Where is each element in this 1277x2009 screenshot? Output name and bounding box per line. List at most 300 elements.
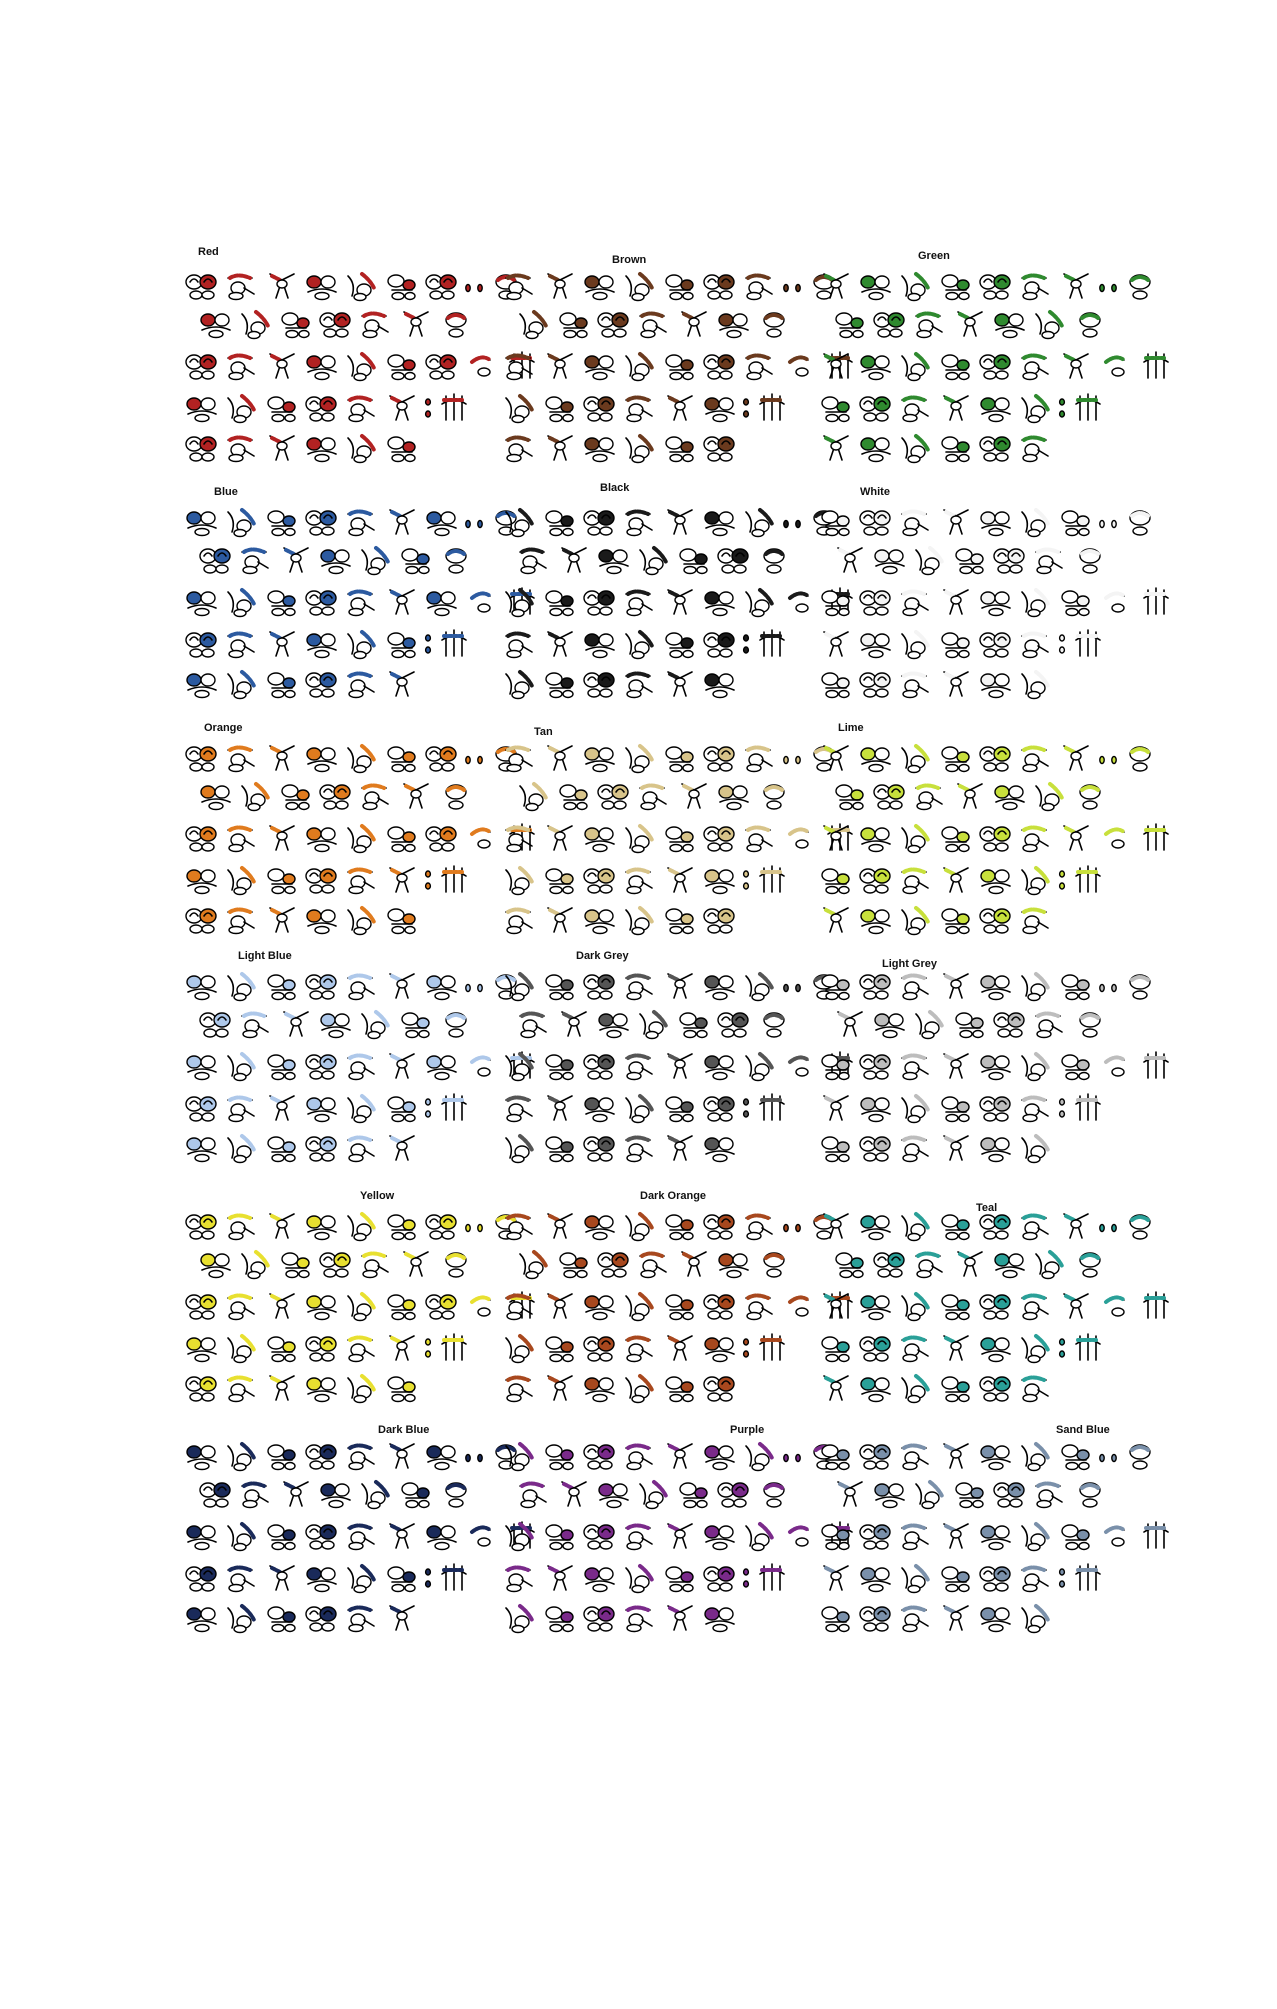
sprite-fig <box>620 666 660 700</box>
sprite-fig <box>910 1246 950 1280</box>
sprite-fig <box>302 820 342 854</box>
block-label: Teal <box>976 1202 998 1214</box>
sprite-fig <box>700 968 740 1002</box>
sprite-fig <box>950 1006 990 1040</box>
sprite-fig <box>990 542 1030 576</box>
sprite-fig <box>950 306 990 340</box>
sprite-fig <box>514 1476 554 1510</box>
sprite-fig <box>976 1370 1016 1404</box>
sprite-fig <box>896 504 936 538</box>
sprite-fig <box>674 1476 714 1510</box>
sprite-fig <box>936 348 976 382</box>
sprite-fig <box>620 1090 660 1124</box>
sprite-fig <box>700 268 740 302</box>
sprite-fig <box>936 968 976 1002</box>
sprite-fig <box>896 1090 936 1124</box>
sprite-fig <box>422 1208 462 1242</box>
sprite-fig <box>276 778 316 812</box>
sprite-fig <box>262 1288 302 1322</box>
sprite-fig <box>660 268 700 302</box>
sprite-fig <box>262 1370 302 1404</box>
sprite-fig <box>1016 968 1056 1002</box>
sprite-fig <box>342 1370 382 1404</box>
sprite-fig <box>396 1006 436 1040</box>
color-block-white <box>816 486 1136 722</box>
sprite-fig <box>936 584 976 618</box>
sprite-fig <box>302 584 342 618</box>
sprite-fig <box>396 1246 436 1280</box>
sprite-fig <box>714 1006 754 1040</box>
sprite-fig <box>700 1288 740 1322</box>
sprite-fig <box>262 968 302 1002</box>
sprite-fig <box>302 504 342 538</box>
sprite-fig <box>1016 820 1056 854</box>
sprite-fig <box>936 1370 976 1404</box>
sprite-fig <box>660 1560 700 1594</box>
sprite-fig <box>740 968 780 1002</box>
sprite-fig <box>620 1518 660 1552</box>
sprite-row <box>816 584 1176 618</box>
sprite-fig <box>830 1246 870 1280</box>
sprite-dot <box>474 968 486 1002</box>
sprite-dot <box>792 504 804 538</box>
sprite-fig <box>1016 1130 1056 1164</box>
sprite-row <box>500 740 844 774</box>
sprite-legs <box>752 626 792 660</box>
sprite-fig <box>500 1208 540 1242</box>
sprite-fig <box>700 626 740 660</box>
sprite-fig <box>896 584 936 618</box>
sprite-fig <box>660 1090 700 1124</box>
sprite-fig <box>182 1518 222 1552</box>
sprite-fig <box>856 1438 896 1472</box>
sprite-fig <box>660 348 700 382</box>
sprite-fig <box>976 430 1016 464</box>
sprite-legs <box>1068 862 1108 896</box>
sprite-fig <box>620 1330 660 1364</box>
sprite-dot <box>474 504 486 538</box>
sprite-fig <box>540 820 580 854</box>
sprite-hook <box>1096 348 1136 382</box>
sprite-row <box>500 820 860 854</box>
sprite-fig <box>700 390 740 424</box>
sprite-row <box>816 1370 1056 1404</box>
sprite-row <box>182 740 526 774</box>
sprite-fig <box>182 740 222 774</box>
sprite-fig <box>222 430 262 464</box>
sprite-hook <box>462 820 502 854</box>
sprite-fig <box>816 1518 856 1552</box>
sprite-head <box>754 1476 794 1510</box>
sprite-fig <box>856 504 896 538</box>
sprite-head <box>436 1006 476 1040</box>
sprite-fig <box>990 1476 1030 1510</box>
sprite-fig <box>302 430 342 464</box>
sprite-fig <box>342 1560 382 1594</box>
sprite-fig <box>950 778 990 812</box>
sprite-fig <box>660 740 700 774</box>
sprite-fig <box>356 306 396 340</box>
sprite-row <box>182 1090 474 1124</box>
sprite-fig <box>182 1330 222 1364</box>
sprite-fig <box>302 1370 342 1404</box>
sprite-fig <box>356 1476 396 1510</box>
sprite-colon <box>1056 862 1068 896</box>
sprite-fig <box>342 1288 382 1322</box>
sprite-fig <box>580 1208 620 1242</box>
sprite-colon <box>1056 1090 1068 1124</box>
sprite-fig <box>422 1048 462 1082</box>
sprite-fig <box>816 968 856 1002</box>
sprite-colon <box>422 626 434 660</box>
sprite-row <box>500 1518 860 1552</box>
sprite-fig <box>342 1208 382 1242</box>
sprite-head <box>1120 504 1160 538</box>
sprite-fig <box>540 862 580 896</box>
sprite-fig <box>816 1090 856 1124</box>
sprite-row <box>182 1048 542 1082</box>
sprite-fig <box>816 1048 856 1082</box>
sprite-head <box>1070 306 1110 340</box>
sprite-fig <box>182 1208 222 1242</box>
sprite-fig <box>580 1560 620 1594</box>
sprite-fig <box>182 430 222 464</box>
sprite-fig <box>856 1090 896 1124</box>
sprite-fig <box>222 862 262 896</box>
sprite-fig <box>620 430 660 464</box>
sprite-fig <box>936 268 976 302</box>
sprite-row <box>500 1208 844 1242</box>
sprite-dot <box>1096 1208 1108 1242</box>
sprite-fig <box>856 862 896 896</box>
sprite-fig <box>500 968 540 1002</box>
sprite-fig <box>660 1130 700 1164</box>
sprite-fig <box>540 504 580 538</box>
sprite-fig <box>396 778 436 812</box>
sprite-fig <box>660 820 700 854</box>
sprite-fig <box>700 740 740 774</box>
sprite-hook <box>1096 1048 1136 1082</box>
block-label: Purple <box>730 1424 765 1436</box>
sprite-fig <box>740 820 780 854</box>
sprite-fig <box>856 1600 896 1634</box>
sprite-row <box>500 1130 740 1164</box>
sprite-row <box>816 820 1176 854</box>
sprite-fig <box>342 1130 382 1164</box>
sprite-row <box>196 306 476 340</box>
sprite-fig <box>382 902 422 936</box>
sprite-colon <box>1056 1560 1068 1594</box>
sprite-fig <box>936 1560 976 1594</box>
sprite-fig <box>222 1048 262 1082</box>
sprite-fig <box>382 1048 422 1082</box>
sprite-fig <box>580 268 620 302</box>
sprite-fig <box>830 1006 870 1040</box>
sprite-fig <box>856 666 896 700</box>
block-label: Sand Blue <box>1056 1424 1110 1436</box>
color-block-red <box>182 246 502 486</box>
color-block-green <box>816 250 1136 486</box>
sprite-fig <box>896 968 936 1002</box>
sprite-row <box>816 1330 1108 1364</box>
sprite-fig <box>236 1476 276 1510</box>
sprite-fig <box>182 584 222 618</box>
color-block-orange <box>182 722 502 958</box>
sprite-fig <box>620 740 660 774</box>
sprite-row <box>182 390 474 424</box>
sprite-row <box>500 1438 844 1472</box>
sprite-fig <box>302 1130 342 1164</box>
sprite-fig <box>500 1330 540 1364</box>
sprite-fig <box>222 1208 262 1242</box>
sprite-fig <box>356 1246 396 1280</box>
block-label: White <box>860 486 890 498</box>
sprite-fig <box>856 430 896 464</box>
sprite-fig <box>634 306 674 340</box>
sprite-fig <box>976 1090 1016 1124</box>
sprite-fig <box>182 1090 222 1124</box>
sprite-dot <box>792 968 804 1002</box>
sprite-fig <box>500 1288 540 1322</box>
sprite-legs <box>1136 584 1176 618</box>
sprite-fig <box>500 504 540 538</box>
sprite-row <box>816 626 1108 660</box>
sprite-legs <box>752 1560 792 1594</box>
sprite-fig <box>422 1518 462 1552</box>
sprite-fig <box>740 1438 780 1472</box>
sprite-fig <box>856 902 896 936</box>
sprite-fig <box>262 1090 302 1124</box>
sprite-fig <box>936 1600 976 1634</box>
sprite-dot <box>1096 740 1108 774</box>
sprite-fig <box>660 626 700 660</box>
sprite-fig <box>302 1090 342 1124</box>
sprite-fig <box>620 1208 660 1242</box>
sprite-row <box>816 666 1056 700</box>
sprite-row <box>196 1246 476 1280</box>
sprite-fig <box>976 1288 1016 1322</box>
sprite-row <box>830 1006 1110 1040</box>
sprite-fig <box>1016 666 1056 700</box>
color-block-sand-blue <box>816 1420 1136 1656</box>
sprite-head <box>1120 268 1160 302</box>
sprite-row <box>182 968 526 1002</box>
sprite-fig <box>660 1330 700 1364</box>
sprite-legs <box>752 862 792 896</box>
sprite-fig <box>660 968 700 1002</box>
sprite-fig <box>990 306 1030 340</box>
sprite-row <box>182 1438 526 1472</box>
sprite-fig <box>262 504 302 538</box>
sprite-fig <box>1016 1518 1056 1552</box>
sprite-legs <box>1068 1330 1108 1364</box>
sprite-fig <box>422 348 462 382</box>
sprite-legs <box>752 1090 792 1124</box>
sprite-fig <box>500 1370 540 1404</box>
sprite-colon <box>422 1560 434 1594</box>
sprite-fig <box>1056 1208 1096 1242</box>
sprite-row <box>182 626 474 660</box>
sprite-fig <box>182 1600 222 1634</box>
sprite-fig <box>856 1048 896 1082</box>
sprite-fig <box>540 1048 580 1082</box>
sprite-row <box>182 1130 422 1164</box>
sprite-fig <box>302 626 342 660</box>
sprite-fig <box>182 820 222 854</box>
sprite-head <box>436 778 476 812</box>
sprite-fig <box>1030 1476 1070 1510</box>
sprite-fig <box>262 740 302 774</box>
sprite-fig <box>910 1006 950 1040</box>
sprite-fig <box>1016 584 1056 618</box>
sprite-fig <box>700 1560 740 1594</box>
sprite-fig <box>1016 902 1056 936</box>
sprite-fig <box>182 862 222 896</box>
sprite-fig <box>580 348 620 382</box>
sprite-fig <box>856 820 896 854</box>
sprite-fig <box>856 740 896 774</box>
sprite-fig <box>620 1560 660 1594</box>
sprite-dot <box>1108 968 1120 1002</box>
sprite-row <box>500 430 740 464</box>
sprite-head <box>1120 968 1160 1002</box>
sprite-fig <box>660 1048 700 1082</box>
sprite-legs <box>752 1330 792 1364</box>
sprite-fig <box>950 542 990 576</box>
sprite-fig <box>856 1330 896 1364</box>
sprite-fig <box>936 430 976 464</box>
sprite-fig <box>514 778 554 812</box>
sprite-fig <box>1056 968 1096 1002</box>
sprite-fig <box>580 968 620 1002</box>
sprite-fig <box>222 1518 262 1552</box>
sprite-row <box>816 862 1108 896</box>
sprite-colon <box>740 1090 752 1124</box>
sprite-fig <box>182 666 222 700</box>
sprite-row <box>514 542 794 576</box>
sprite-fig <box>816 390 856 424</box>
sprite-fig <box>976 626 1016 660</box>
sprite-fig <box>222 1370 262 1404</box>
color-block-blue <box>182 486 502 722</box>
sprite-row <box>500 1330 792 1364</box>
sprite-fig <box>620 968 660 1002</box>
sprite-fig <box>816 1288 856 1322</box>
sprite-fig <box>714 1246 754 1280</box>
sprite-fig <box>620 504 660 538</box>
sprite-fig <box>302 1438 342 1472</box>
sprite-colon <box>1056 1330 1068 1364</box>
sprite-fig <box>634 1246 674 1280</box>
sprite-row <box>500 968 844 1002</box>
sprite-fig <box>830 542 870 576</box>
sprite-fig <box>700 1600 740 1634</box>
sprite-row <box>816 430 1056 464</box>
sprite-fig <box>634 778 674 812</box>
sprite-fig <box>540 1330 580 1364</box>
sprite-fig <box>674 1006 714 1040</box>
sprite-dot <box>1108 268 1120 302</box>
sprite-fig <box>540 968 580 1002</box>
sprite-colon <box>740 862 752 896</box>
sprite-fig <box>500 1560 540 1594</box>
sprite-fig <box>896 348 936 382</box>
sprite-dot <box>1096 268 1108 302</box>
sprite-fig <box>714 1476 754 1510</box>
sprite-fig <box>222 1600 262 1634</box>
sprite-row <box>830 306 1110 340</box>
sprite-fig <box>302 666 342 700</box>
sprite-fig <box>660 584 700 618</box>
sprite-head <box>1070 1006 1110 1040</box>
sprite-fig <box>896 666 936 700</box>
sprite-fig <box>634 1006 674 1040</box>
sprite-legs <box>434 1560 474 1594</box>
sprite-fig <box>580 1090 620 1124</box>
sprite-row <box>182 1518 542 1552</box>
sprite-fig <box>700 1370 740 1404</box>
sprite-hook <box>462 1048 502 1082</box>
sprite-fig <box>620 1438 660 1472</box>
sprite-fig <box>222 584 262 618</box>
sprite-fig <box>382 1370 422 1404</box>
sprite-fig <box>1030 778 1070 812</box>
sprite-fig <box>856 348 896 382</box>
sprite-fig <box>262 1560 302 1594</box>
sprite-fig <box>422 968 462 1002</box>
sprite-fig <box>660 504 700 538</box>
sprite-row <box>182 268 526 302</box>
sprite-fig <box>1056 1518 1096 1552</box>
sprite-fig <box>196 1246 236 1280</box>
sprite-fig <box>236 306 276 340</box>
sprite-fig <box>422 504 462 538</box>
sprite-fig <box>976 348 1016 382</box>
sprite-fig <box>816 740 856 774</box>
sprite-legs <box>1136 820 1176 854</box>
block-label: Dark Grey <box>576 950 629 962</box>
sprite-fig <box>580 504 620 538</box>
sprite-fig <box>276 1246 316 1280</box>
sprite-fig <box>856 1518 896 1552</box>
sprite-row <box>500 666 740 700</box>
sprite-fig <box>700 1208 740 1242</box>
sprite-fig <box>870 1246 910 1280</box>
sprite-fig <box>222 968 262 1002</box>
sprite-fig <box>830 1476 870 1510</box>
sprite-fig <box>222 820 262 854</box>
sprite-head <box>754 1006 794 1040</box>
sprite-dot <box>1108 740 1120 774</box>
sprite-fig <box>936 504 976 538</box>
sprite-fig <box>700 1330 740 1364</box>
sprite-fig <box>262 1600 302 1634</box>
sprite-fig <box>302 1560 342 1594</box>
block-label: Yellow <box>360 1190 395 1202</box>
sprite-fig <box>660 1370 700 1404</box>
sprite-row <box>514 1476 794 1510</box>
sprite-fig <box>700 504 740 538</box>
sprite-fig <box>580 862 620 896</box>
sprite-hook <box>780 1518 820 1552</box>
sprite-dot <box>792 740 804 774</box>
sprite-fig <box>182 902 222 936</box>
sprite-fig <box>1016 1288 1056 1322</box>
sprite-fig <box>674 1246 714 1280</box>
sprite-fig <box>816 862 856 896</box>
sprite-fig <box>500 862 540 896</box>
sprite-fig <box>660 666 700 700</box>
